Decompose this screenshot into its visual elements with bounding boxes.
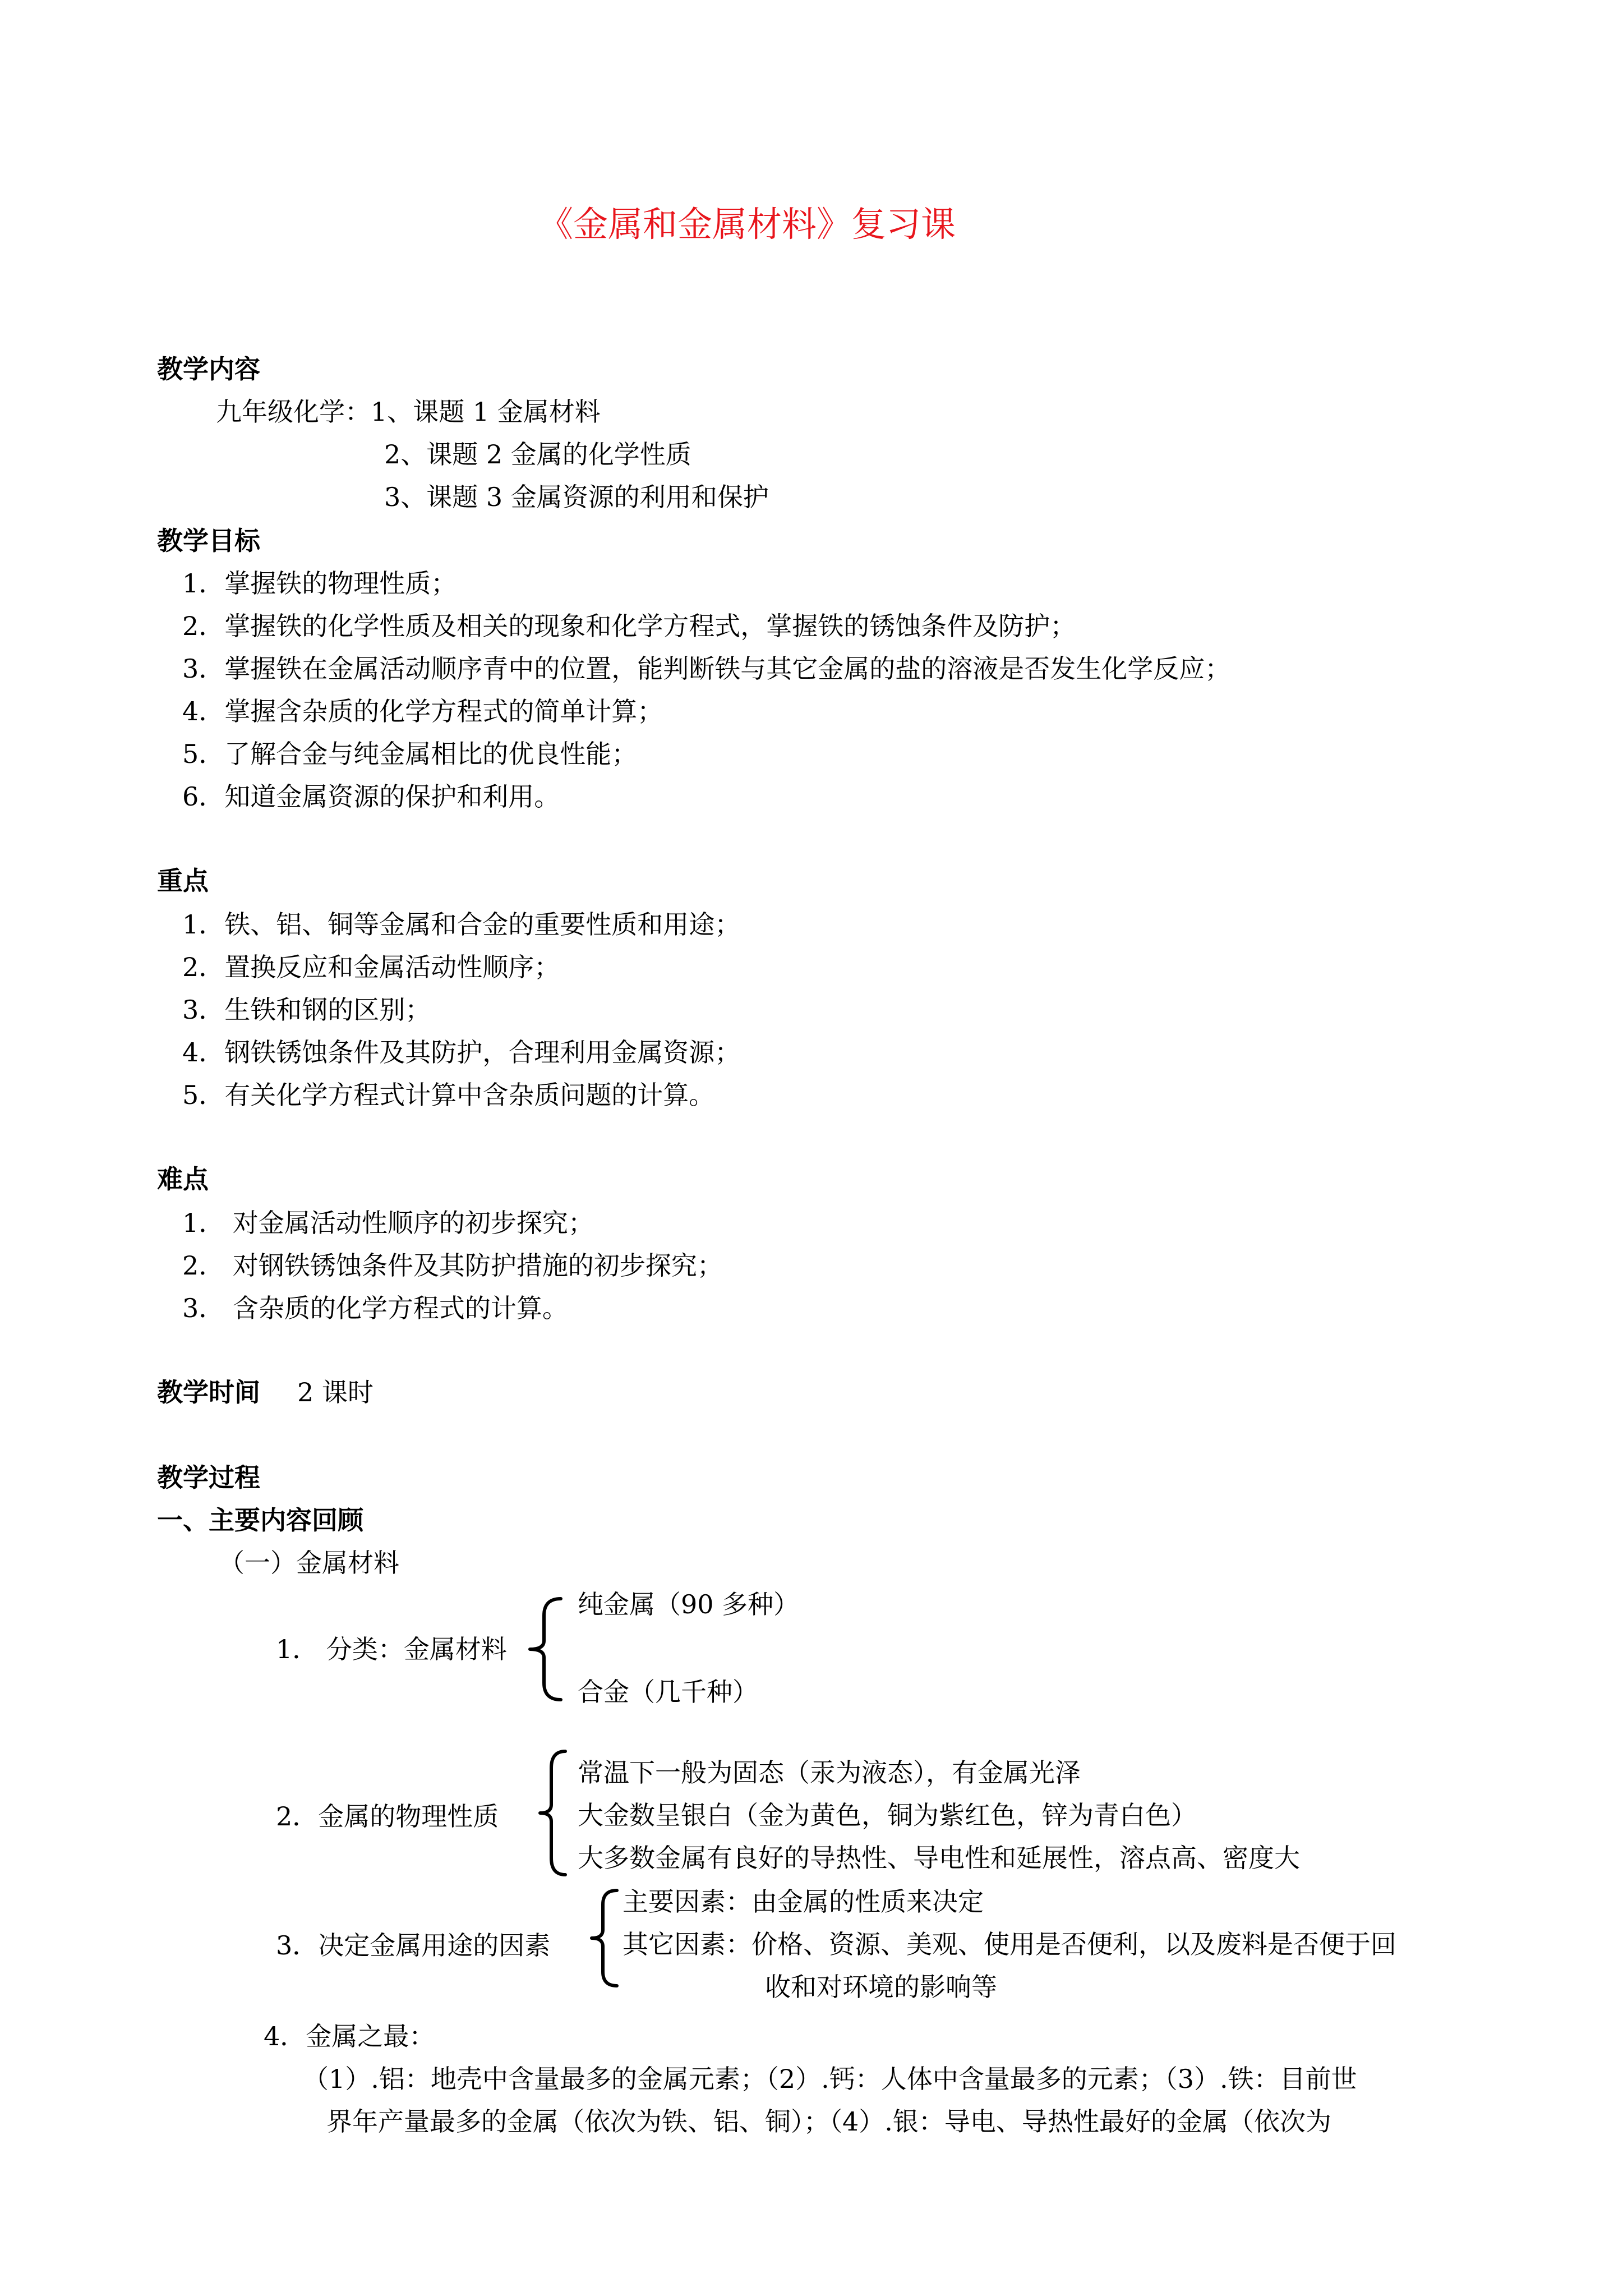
classification-label: 1． 分类：金属材料 <box>276 1634 507 1664</box>
key-point-item: 1．铁、铝、铜等金属和合金的重要性质和用途； <box>182 909 741 940</box>
content-line-2: 2、课题 2 金属的化学性质 <box>384 439 691 470</box>
key-point-item: 5．有关化学方程式计算中含杂质问题的计算。 <box>182 1080 715 1110</box>
difficulties-heading: 难点 <box>157 1164 209 1194</box>
goal-item: 2．掌握铁的化学性质及相关的现象和化学方程式，掌握铁的锈蚀条件及防护； <box>182 611 1076 641</box>
key-point-item: 2．置换反应和金属活动性顺序； <box>182 952 560 982</box>
physical-properties-label: 2．金属的物理性质 <box>276 1801 499 1832</box>
usage-factor-main: 主要因素：由金属的性质来决定 <box>623 1887 984 1917</box>
time-value: 2 课时 <box>297 1377 374 1407</box>
goal-item: 6．知道金属资源的保护和利用。 <box>182 781 560 812</box>
key-point-item: 4．钢铁锈蚀条件及其防护，合理利用金属资源； <box>182 1037 741 1068</box>
subsection-1-heading: （一）金属材料 <box>219 1548 399 1578</box>
physical-property-item: 大金数呈银白（金为黄色，铜为紫红色，锌为青白色） <box>578 1800 1197 1830</box>
difficulty-item: 2． 对钢铁锈蚀条件及其防护措施的初步探究； <box>182 1250 723 1281</box>
time-heading: 教学时间 <box>157 1377 260 1407</box>
content-line-3: 3、课题 3 金属资源的利用和保护 <box>384 482 769 512</box>
usage-factors-label: 3．决定金属用途的因素 <box>276 1930 551 1961</box>
process-heading: 教学过程 <box>157 1462 260 1493</box>
goal-item: 3．掌握铁在金属活动顺序青中的位置，能判断铁与其它金属的盐的溶液是否发生化学反应； <box>182 654 1231 684</box>
content-line-1: 九年级化学：1、课题 1 金属材料 <box>216 397 601 427</box>
superlatives-label: 4．金属之最： <box>264 2021 435 2051</box>
physical-properties-brace <box>537 1746 571 1880</box>
superlatives-line-2: 界年产量最多的金属（依次为铁、铝、铜）；（4）.银：导电、导热性最好的金属（依次为 <box>326 2106 1331 2137</box>
section-1-heading: 一、主要内容回顾 <box>157 1505 363 1535</box>
goals-heading: 教学目标 <box>157 526 260 556</box>
usage-factor-other: 其它因素：价格、资源、美观、使用是否便利，以及废料是否便于回 <box>623 1929 1396 1959</box>
page-title: 《金属和金属材料》复习课 <box>538 204 956 245</box>
superlatives-line-1: （1）.铝：地壳中含量最多的金属元素；（2）.钙：人体中含量最多的元素；（3）.铁：目前世 <box>303 2064 1357 2094</box>
key-points-heading: 重点 <box>157 866 209 896</box>
content-heading: 教学内容 <box>157 354 260 384</box>
classification-option: 合金（几千种） <box>578 1677 758 1707</box>
usage-factors-brace <box>589 1885 623 1991</box>
difficulty-item: 3． 含杂质的化学方程式的计算。 <box>182 1293 568 1323</box>
difficulty-item: 1． 对金属活动性顺序的初步探究； <box>182 1208 594 1238</box>
classification-option: 纯金属（90 多种） <box>578 1589 800 1619</box>
usage-factor-other-continued: 收和对环境的影响等 <box>765 1972 997 2002</box>
physical-property-item: 大多数金属有良好的导热性、导电性和延展性，溶点高、密度大 <box>578 1843 1300 1873</box>
physical-property-item: 常温下一般为固态（汞为液态），有金属光泽 <box>578 1757 1081 1788</box>
goal-item: 4．掌握含杂质的化学方程式的简单计算； <box>182 696 663 726</box>
goal-item: 1．掌握铁的物理性质； <box>182 568 457 599</box>
goal-item: 5．了解合金与纯金属相比的优良性能； <box>182 739 638 769</box>
classification-brace <box>527 1593 566 1705</box>
key-point-item: 3．生铁和钢的区别； <box>182 995 431 1025</box>
